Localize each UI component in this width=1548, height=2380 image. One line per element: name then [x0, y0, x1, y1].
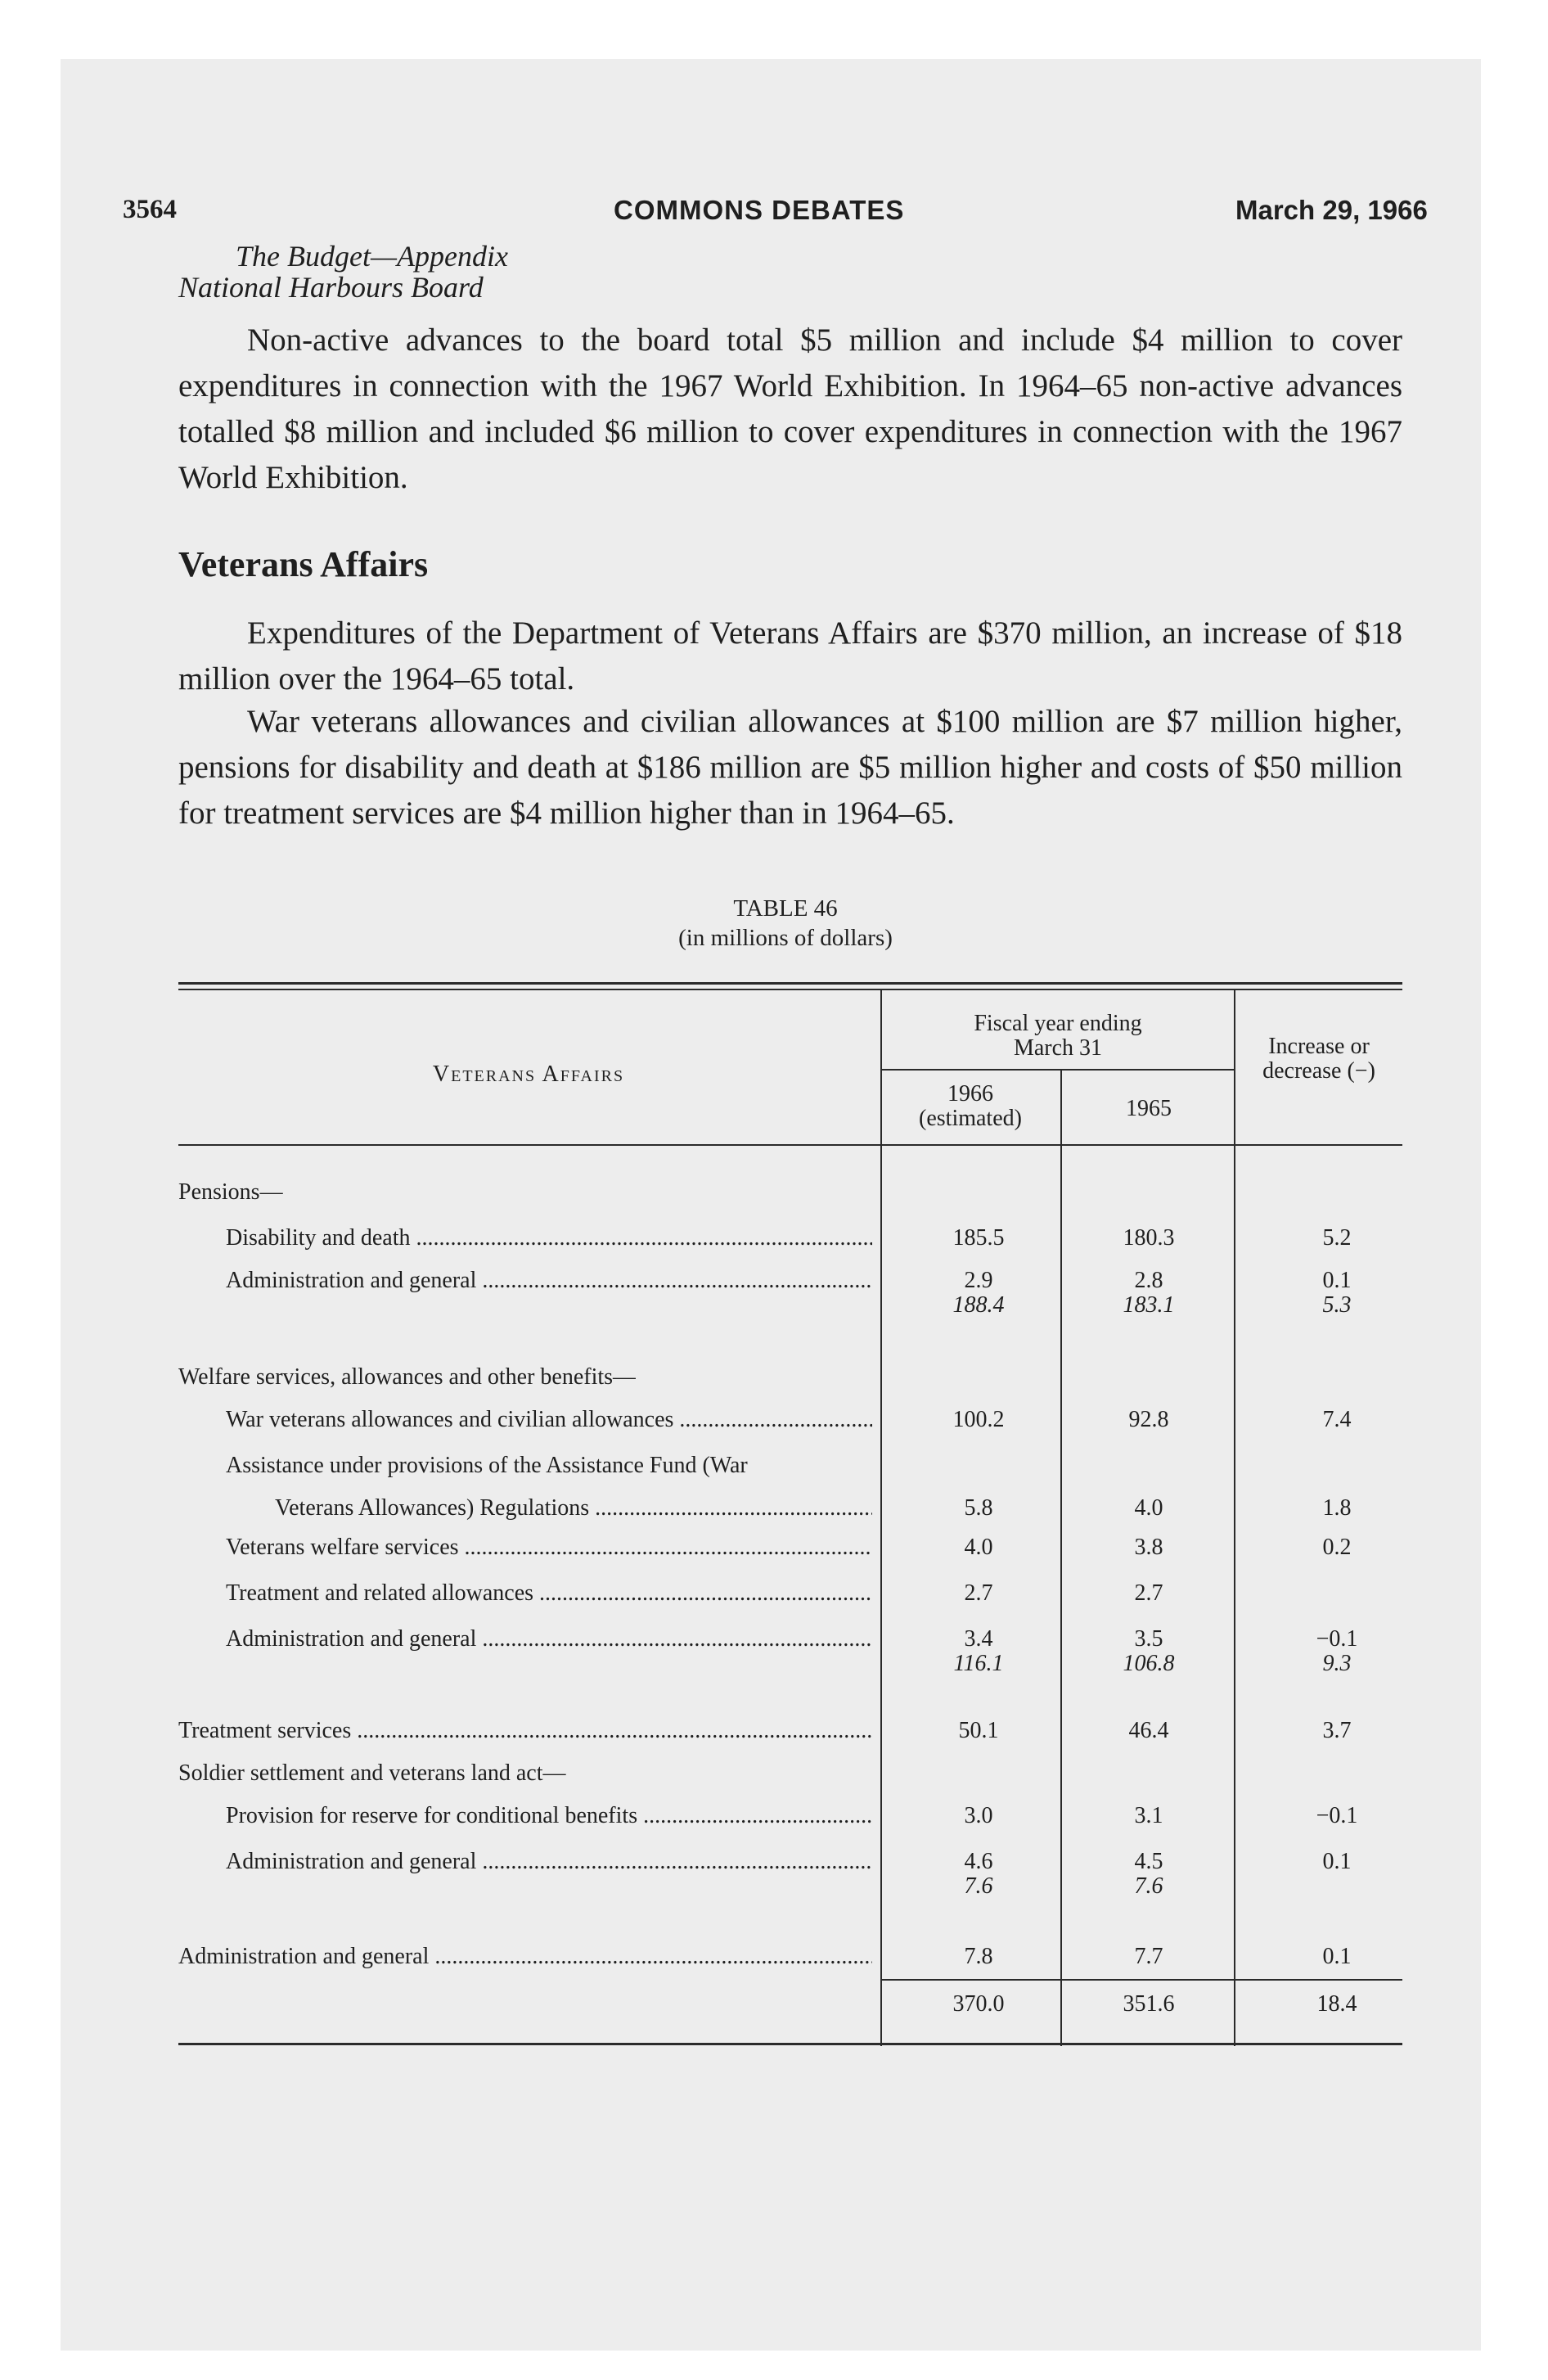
cell-welf-admin-1965: 3.5 — [1134, 1626, 1163, 1652]
cell-pensions-subtotal-1966: 188.4 — [952, 1292, 1005, 1318]
row-label-welfare-admin: Administration and general ..... — [226, 1625, 872, 1653]
publication-title: COMMONS DEBATES — [614, 195, 905, 225]
row-label-welfare-services: Veterans welfare services ..... — [226, 1534, 872, 1562]
cell-admin-change: 0.1 — [1322, 1944, 1352, 1969]
page-date: March 29, 1966 — [1235, 195, 1428, 225]
row-label-welfare: Welfare services, allowances and other benefits— — [178, 1364, 637, 1390]
board-subheading: National Harbours Board — [178, 271, 484, 304]
header-change: Increase or decrease (−) — [1262, 1034, 1375, 1084]
row-label-war-veterans: War veterans allowances and civilian allowances ..... — [226, 1406, 872, 1434]
cell-total-1966: 370.0 — [952, 1991, 1005, 2017]
cell-treatment-allow-1965: 2.7 — [1134, 1580, 1163, 1606]
cell-provision-change: −0.1 — [1316, 1803, 1358, 1828]
row-label-pensions-admin: Administration and general ..... — [226, 1267, 872, 1295]
table-caption: TABLE 46 — [733, 895, 838, 922]
row-label-provision: Provision for reserve for conditional benefits ..... — [226, 1802, 872, 1830]
row-label-treatment-allowances: Treatment and related allowances ..... — [226, 1580, 872, 1607]
cell-sold-admin-1965: 4.5 — [1134, 1849, 1163, 1874]
table-divider-2 — [1060, 1071, 1062, 2046]
cell-treatment-1966: 50.1 — [958, 1718, 999, 1743]
cell-treatment-allow-1966: 2.7 — [964, 1580, 993, 1606]
cell-sold-admin-1966: 4.6 — [964, 1849, 993, 1874]
cell-disability-1965: 180.3 — [1123, 1225, 1175, 1251]
cell-sold-admin-change: 0.1 — [1322, 1849, 1352, 1874]
row-label-treatment-services: Treatment services ..... — [178, 1717, 872, 1745]
header-fiscal-group: Fiscal year ending March 31 — [974, 1011, 1142, 1061]
header-bottom-rule — [178, 1144, 1402, 1146]
cell-pensions-subtotal-1965: 183.1 — [1123, 1292, 1175, 1318]
table-subcaption: (in millions of dollars) — [678, 925, 893, 951]
cell-disability-change: 5.2 — [1322, 1225, 1352, 1251]
row-label-assistance-line1: Assistance under provisions of the Assistance Fund (War — [226, 1453, 748, 1478]
header-1965: 1965 — [1126, 1096, 1172, 1121]
cell-pensions-subtotal-change: 5.3 — [1322, 1292, 1352, 1318]
cell-assistance-1965: 4.0 — [1134, 1495, 1163, 1521]
row-label-soldier-settlement: Soldier settlement and veterans land act— — [178, 1760, 566, 1786]
cell-welfare-services-change: 0.2 — [1322, 1535, 1352, 1560]
cell-total-change: 18.4 — [1316, 1991, 1357, 2017]
section-heading: Veterans Affairs — [178, 544, 429, 584]
row-label-disability: Disability and death ..... — [226, 1224, 872, 1252]
cell-disability-1966: 185.5 — [952, 1225, 1005, 1251]
cell-assistance-change: 1.8 — [1322, 1495, 1352, 1521]
harbours-paragraph: Non-active advances to the board total $5 million and include $4 million to cover expenditures in connection with the 1967 World Exhibition. In 1964–65 non-active advances totalled $8 million and included $6 million to cover expenditures in connection with the 1967 World Exhibition. — [178, 322, 1402, 495]
cell-soldier-subtotal-1966: 7.6 — [964, 1873, 993, 1899]
table-divider-3 — [1234, 990, 1235, 2046]
cell-soldier-subtotal-1965: 7.6 — [1134, 1873, 1163, 1899]
cell-total-1965: 351.6 — [1123, 1991, 1175, 2017]
cell-war-vets-1965: 92.8 — [1128, 1407, 1169, 1432]
veterans-intro-paragraph: Expenditures of the Department of Veterans Affairs are $370 million, an increase of $18 million over the 1964–65 total. — [178, 615, 1402, 696]
header-1966: 1966 (estimated) — [919, 1081, 1022, 1131]
cell-provision-1966: 3.0 — [964, 1803, 993, 1828]
cell-pens-admin-1966: 2.9 — [964, 1268, 993, 1293]
table-bottom-rule — [178, 2043, 1402, 2045]
cell-war-vets-change: 7.4 — [1322, 1407, 1352, 1432]
cell-welfare-services-1965: 3.8 — [1134, 1535, 1163, 1560]
table-top-rule-2 — [178, 989, 1402, 990]
table-top-rule — [178, 982, 1402, 985]
cell-welfare-services-1966: 4.0 — [964, 1535, 993, 1560]
cell-war-vets-1966: 100.2 — [952, 1407, 1005, 1432]
total-rule — [882, 1979, 1402, 1981]
budget-subheading: The Budget—Appendix — [236, 240, 508, 273]
cell-welf-admin-1966: 3.4 — [964, 1626, 993, 1652]
table-divider-1 — [880, 990, 882, 2046]
cell-admin-1965: 7.7 — [1134, 1944, 1163, 1969]
cell-welfare-subtotal-1965: 106.8 — [1123, 1651, 1175, 1676]
cell-pens-admin-change: 0.1 — [1322, 1268, 1352, 1293]
veterans-detail-paragraph: War veterans allowances and civilian allowances at $100 million are $7 million higher, pensions for disability and death at $186 million are $5 million higher and costs of $50 million for treatment services are $4 million higher than in 1964–65. — [178, 704, 1402, 831]
cell-treatment-1965: 46.4 — [1128, 1718, 1169, 1743]
row-label-soldier-admin: Administration and general ..... — [226, 1848, 872, 1876]
cell-admin-1966: 7.8 — [964, 1944, 993, 1969]
row-label-admin-general: Administration and general ..... — [178, 1943, 872, 1971]
cell-welfare-subtotal-change: 9.3 — [1322, 1651, 1352, 1676]
row-label-assistance: Veterans Allowances) Regulations ..... — [275, 1494, 872, 1522]
cell-welf-admin-change: −0.1 — [1316, 1626, 1358, 1652]
cell-assistance-1966: 5.8 — [964, 1495, 993, 1521]
fiscal-group-rule — [882, 1069, 1234, 1071]
cell-provision-1965: 3.1 — [1134, 1803, 1163, 1828]
cell-pens-admin-1965: 2.8 — [1134, 1268, 1163, 1293]
row-label-pensions: Pensions— — [178, 1179, 283, 1205]
cell-treatment-change: 3.7 — [1322, 1718, 1352, 1743]
header-category: Veterans Affairs — [432, 1062, 625, 1087]
page-number: 3564 — [123, 195, 177, 224]
cell-welfare-subtotal-1966: 116.1 — [953, 1651, 1004, 1676]
